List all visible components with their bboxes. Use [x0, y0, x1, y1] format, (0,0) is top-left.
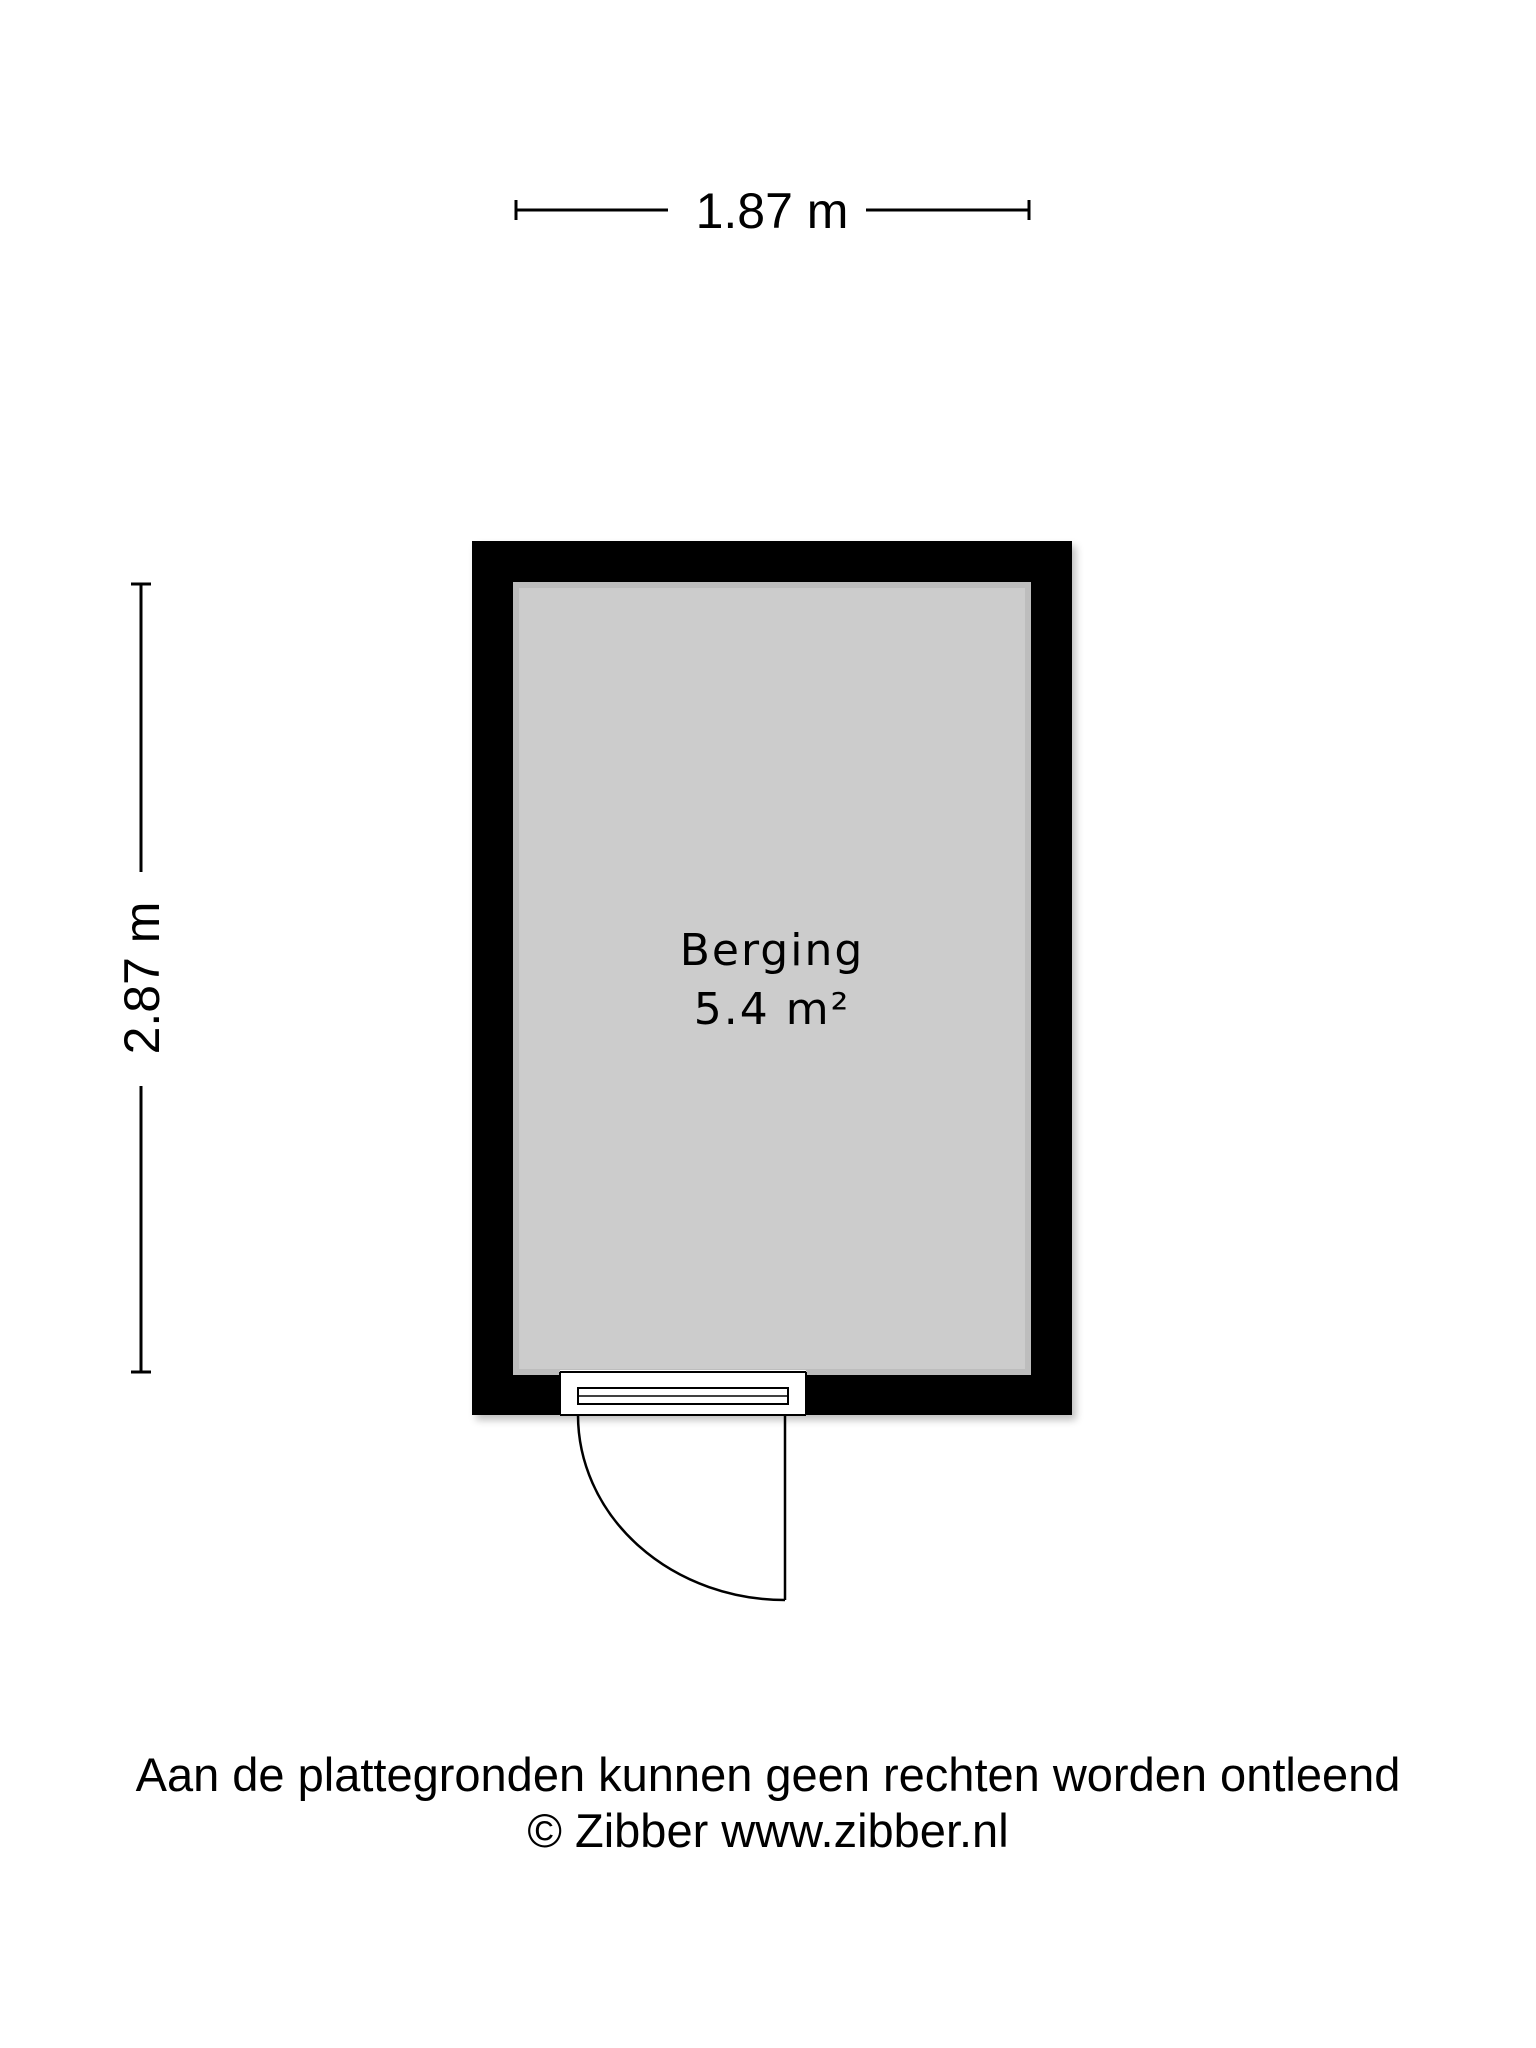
copyright-text: © Zibber www.zibber.nl: [527, 1804, 1009, 1857]
room-floor: [516, 585, 1028, 1372]
height-dimension-label: 2.87 m: [114, 901, 170, 1055]
room-berging: [472, 541, 1076, 1600]
width-dimension: [516, 183, 1029, 239]
width-dimension-label: 1.87 m: [695, 183, 849, 239]
room-area: 5.4 m²: [693, 984, 851, 1035]
room-name: Berging: [679, 925, 865, 976]
disclaimer-text: Aan de plattegronden kunnen geen rechten worden ontleend: [135, 1748, 1401, 1801]
door-swing-arc: [578, 1415, 785, 1600]
height-dimension: [114, 584, 170, 1372]
